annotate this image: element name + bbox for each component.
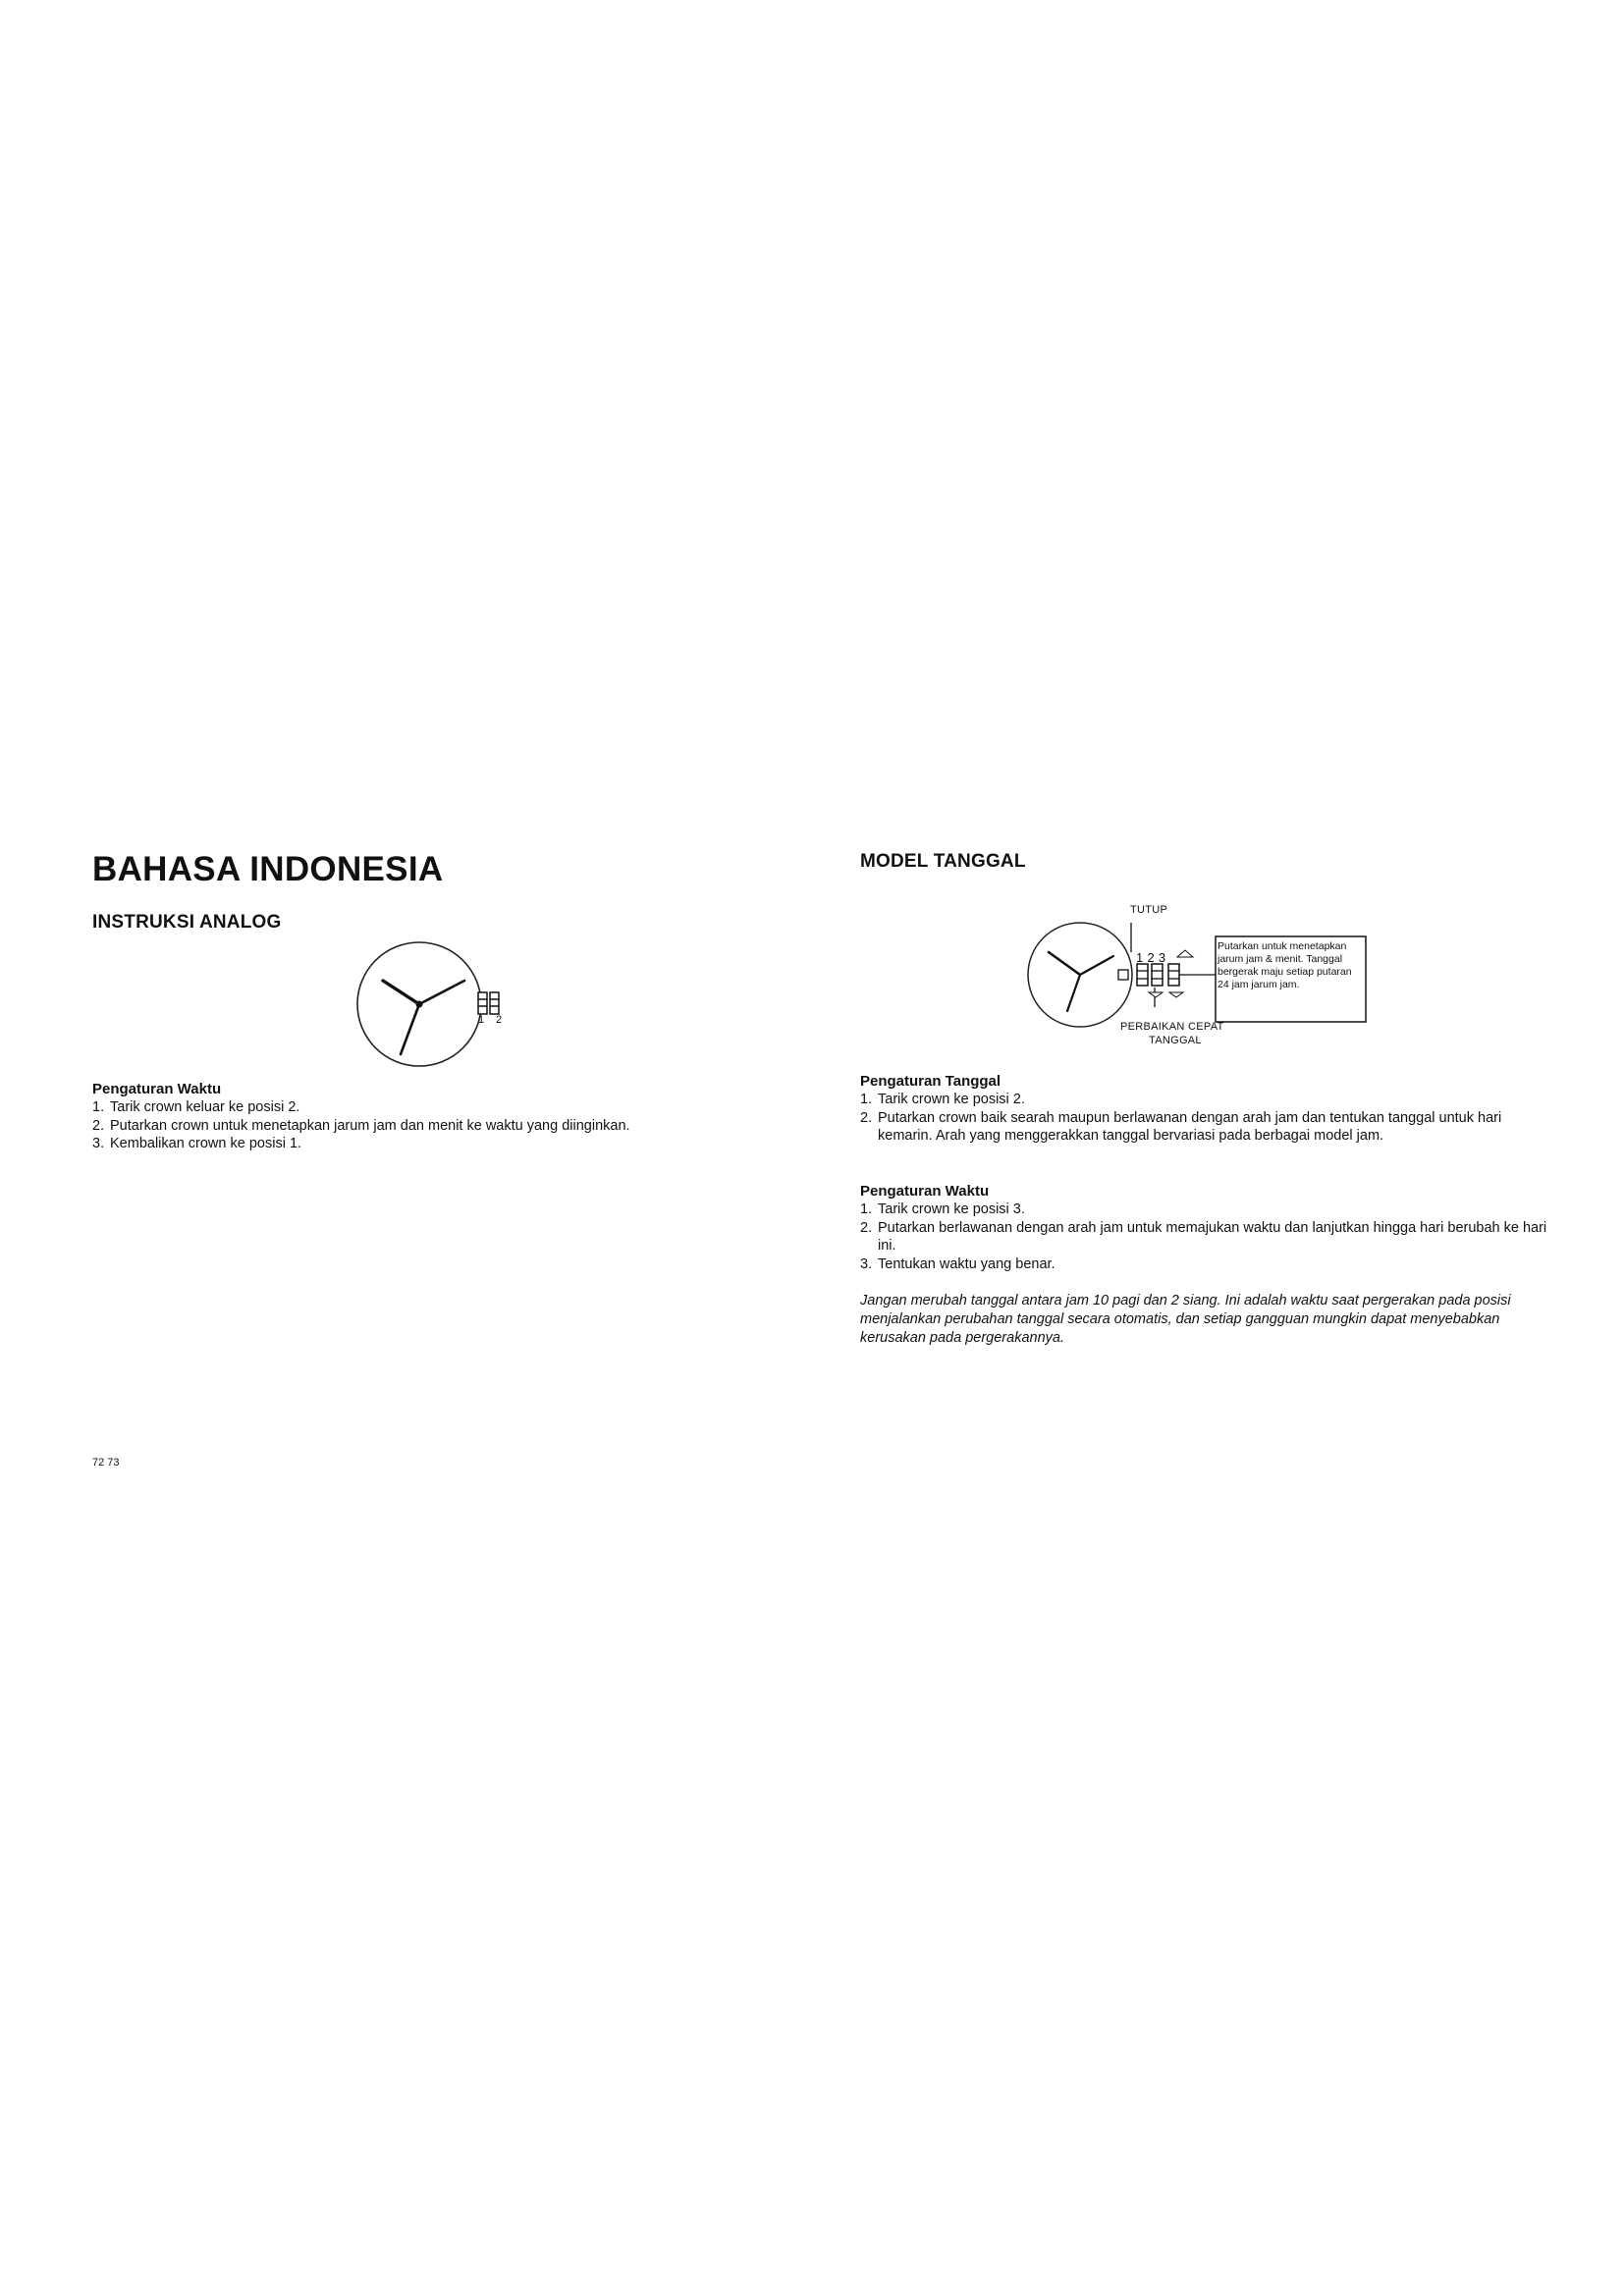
step-number: 2. <box>860 1219 873 1236</box>
arrow-down-icon <box>1149 992 1163 997</box>
step-number: 3. <box>860 1255 873 1272</box>
crown-stem-icon <box>1137 964 1179 986</box>
section-title-analog: INSTRUKSI ANALOG <box>92 912 282 933</box>
minute-hand <box>419 981 464 1004</box>
step-text: Putarkan crown baik searah maupun berlawanan dengan arah jam dan tentukan tanggal untuk hari kemarin. Arah yang menggerakkan tanggal bervariasi pada berbagai model jam. <box>878 1109 1502 1144</box>
date-setting-steps <box>860 1091 1547 1146</box>
list-item <box>92 1135 760 1153</box>
step-text: Putarkan berlawanan dengan arah jam untuk memajukan waktu dan lanjutkan hingga hari berubah ke hari ini. <box>878 1219 1547 1254</box>
date-setting-section <box>860 1073 1547 1146</box>
second-hand <box>401 1004 419 1054</box>
step-text: Tentukan waktu yang benar. <box>878 1255 1056 1272</box>
arrow-down-icon <box>1169 992 1183 997</box>
list-item <box>860 1201 1547 1219</box>
date-window-icon <box>1118 970 1128 980</box>
step-number: 3. <box>92 1136 105 1151</box>
step-text: Tarik crown ke posisi 3. <box>878 1201 1025 1217</box>
analog-watch-diagram <box>353 937 520 1070</box>
analog-watch-icon <box>353 937 520 1070</box>
step-number: 1. <box>860 1201 873 1217</box>
callout-text: Putarkan untuk menetapkan jarum jam & menit. Tanggal bergerak maju setiap putaran 24 jam jarum jam. <box>1218 940 1352 990</box>
step-text: Kembalikan crown ke posisi 1. <box>110 1136 302 1151</box>
time-setting-heading: Pengaturan Waktu <box>92 1081 222 1097</box>
arrow-up-icon <box>1177 950 1193 957</box>
list-item <box>92 1117 760 1136</box>
crown-stem-icon <box>478 992 499 1014</box>
list-item <box>860 1109 1547 1146</box>
right-time-setting <box>860 1183 1547 1273</box>
step-number: 1. <box>92 1099 105 1115</box>
list-item <box>860 1255 1547 1274</box>
left-time-setting <box>92 1081 760 1153</box>
section-title-date-model: MODEL TANGGAL <box>860 851 1026 872</box>
crown-position-2: 2 <box>496 1014 503 1026</box>
list-item <box>860 1091 1547 1109</box>
time-setting-steps <box>92 1098 760 1153</box>
page-title: BAHASA INDONESIA <box>92 850 444 888</box>
date-watch-diagram <box>1021 901 1375 1053</box>
quick-date-label-2: TANGGAL <box>1149 1035 1202 1046</box>
step-number: 2. <box>860 1109 873 1126</box>
crown-positions-label: 1 2 3 <box>1136 950 1166 965</box>
list-item <box>92 1098 760 1117</box>
date-setting-heading: Pengaturan Tanggal <box>860 1073 1001 1090</box>
step-text: Tarik crown ke posisi 2. <box>878 1092 1025 1107</box>
center-pin <box>416 1001 423 1008</box>
page-numbers: 72 73 <box>92 1457 120 1468</box>
hour-hand <box>383 981 419 1004</box>
step-number: 2. <box>92 1117 105 1134</box>
quick-date-label-1: PERBAIKAN CEPAT <box>1120 1021 1224 1033</box>
step-text: Putarkan crown untuk menetapkan jarum jam dan menit ke waktu yang diinginkan. <box>110 1117 630 1134</box>
list-item <box>860 1219 1547 1255</box>
step-number: 1. <box>860 1092 873 1107</box>
step-text: Tarik crown keluar ke posisi 2. <box>110 1099 300 1115</box>
crown-position-1: 1 <box>478 1014 485 1026</box>
warning-note: Jangan merubah tanggal antara jam 10 pagi dan 2 siang. Ini adalah waktu saat pergerakan pada posisi menjalankan perubahan tanggal secara otomatis, dan setiap gangguan mungkin dapat menyebabkan kerusakan pada pergerakannya. <box>860 1293 1511 1346</box>
time-setting-steps <box>860 1201 1547 1273</box>
tutup-label: TUTUP <box>1130 904 1168 916</box>
time-setting-heading: Pengaturan Waktu <box>860 1183 990 1200</box>
